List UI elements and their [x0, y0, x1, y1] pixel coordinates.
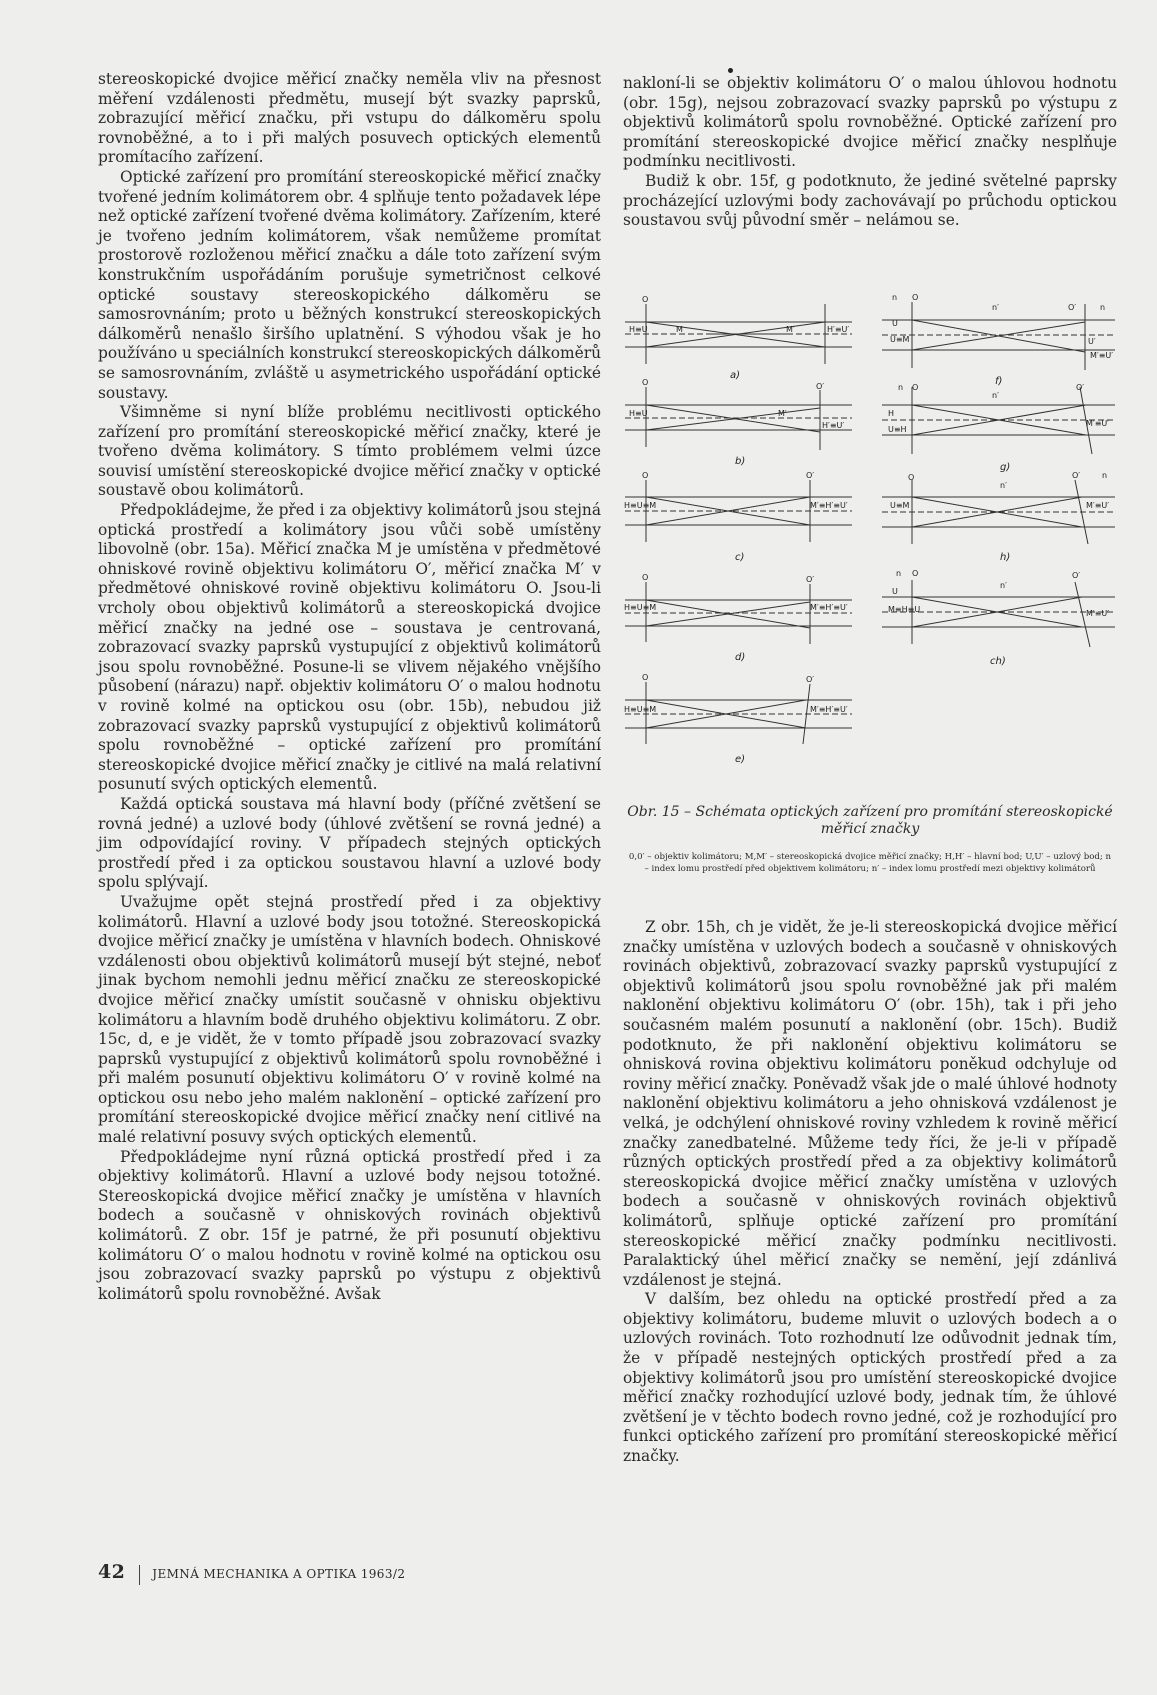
label-O-prime: O′ — [1072, 571, 1081, 580]
label-O: O — [642, 673, 649, 682]
left-column — [98, 70, 601, 1304]
label-O: O — [642, 295, 649, 304]
label-H-U-prime: H′≡U′ — [822, 421, 845, 430]
label-n-prime: n′ — [1000, 581, 1007, 590]
label-M-U-prime: M′≡U′ — [1086, 501, 1110, 510]
panel-label-c: c) — [735, 552, 745, 563]
label-M-H-U-prime: M′≡U′ — [1086, 419, 1110, 428]
panel-d-diagram — [625, 582, 852, 644]
label-H-U-M: H≡U≡M — [624, 603, 657, 612]
label-O-prime: O′ — [1076, 383, 1085, 392]
label-M-prime: M′ — [786, 325, 795, 334]
label-n: n — [896, 569, 902, 578]
label-M-H-U-prime: M′≡H′≡U′ — [810, 705, 848, 714]
right-column-bottom — [623, 918, 1117, 1467]
label-M-H-U: M≡H≡U — [888, 605, 921, 614]
label-O: O — [642, 471, 649, 480]
paragraph: nakloní-li se objektiv kolimátoru O′ o malou úhlovou hodnotu (obr. 15g), nejsou zobrazovací svazky paprsků po výstupu z objektivů kolimátorů spolu rovnoběžné. Optické zařízení pro promítání stereoskopické dvojice měřicí značky nesplňuje podmínku necitlivosti. — [623, 74, 1117, 171]
journal-name: JEMNÁ MECHANIKA A OPTIKA 1963/2 — [152, 1567, 406, 1581]
optical-schematics — [620, 292, 1118, 795]
figure-caption-legend: 0,0′ – objektiv kolimátoru; M,M′ – stereoskopická dvojice měřicí značky; H,H′ – hlavní bod; U,U′ – uzlový bod; n – index lomu prostředí před objektivem kolimátoru; n′ – index lomu prostředí mezi objektivy kolimátorů — [628, 852, 1112, 874]
label-U-H: U≡H — [888, 425, 907, 434]
label-O-prime: O′ — [816, 382, 825, 391]
label-O-prime: O′ — [806, 575, 815, 584]
paragraph: Každá optická soustava má hlavní body (příčné zvětšení se rovná jedné) a uzlové body (úhlové zvětšení se rovná jedné) a jim odpovídající roviny. V případech stejných optických prostředí před i za optickou soustavou hlavní a uzlové body spolu splývají. — [98, 794, 601, 892]
label-M-H-prime: M′≡U′ — [1090, 351, 1114, 360]
print-speck — [728, 68, 733, 73]
panel-label-a: a) — [730, 370, 741, 381]
label-H: H — [888, 409, 895, 418]
label-H-U: H≡U — [629, 325, 648, 334]
label-n: n — [1100, 303, 1106, 312]
paragraph: Z obr. 15h, ch je vidět, že je-li stereoskopická dvojice měřicí značky umístěna v uzlových bodech a současně v ohniskových rovinách objektivů, zobrazovací svazky paprsků vystupující z objektivů kolimátorů jsou spolu rovnoběžné jak při malém naklonění objektivu kolimátoru O′ (obr. 15h), tak i při jeho současném malém posunutí a naklonění (obr. 15ch). Budiž podotknuto, že při naklonění objektivu kolimátoru se ohnisková rovina objektivu kolimátoru poněkud odchyluje od roviny měřicí značky. Poněvadž však jde o malé úhlové hodnoty naklonění objektivu kolimátoru a jeho ohnisková vzdálenost je velká, je odchýlení ohniskové roviny vzhledem k rovině měřicí značky zanedbatelné. Můžeme tedy říci, že je-li v případě různých optických prostředí před a za objektivy kolimátorů stereoskopická dvojice měřicí značky umístěna v uzlových bodech a současně v ohniskových rovinách objektivů kolimátorů, splňuje optické zařízení pro promítání stereoskopické měřicí značky podmínku necitlivosti. Paralaktický úhel měřicí značky se nemění, její zdánlivá vzdálenost je stejná. — [623, 918, 1117, 1289]
label-O: O — [642, 378, 649, 387]
label-n: n — [1102, 471, 1108, 480]
paragraph: Uvažujme opět stejná prostředí před i za objektivy kolimátorů. Hlavní a uzlové body jsou totožné. Stereoskopická dvojice měřicí značky je umístěna v hlavních bodech. Ohniskové vzdálenosti obou objektivů kolimátorů musejí být stejné, neboť jinak bychom nemohli jednu měřicí značku ze stereoskopické dvojice měřicí značky umístit současně v ohnisku objektivu kolimátoru a hlavním bodě druhého objektivu kolimátoru. Z obr. 15c, d, e je vidět, že v tomto případě jsou zobrazovací svazky paprsků vystupující z objektivů kolimátorů spolu rovnoběžné i při malém posunutí objektivu kolimátoru O′ v rovině kolmé na optickou osu nebo jeho malém naklonění – optické zařízení pro promítání stereoskopické dvojice měřicí značky není citlivé na malé relativní posuvy svých optických elementů. — [98, 892, 601, 1147]
label-H-M: U≡M — [890, 335, 910, 344]
label-O: O — [912, 383, 919, 392]
label-n-prime: n′ — [1000, 481, 1007, 490]
label-O-prime: O′ — [1068, 303, 1077, 312]
label-O-prime: O′ — [806, 675, 815, 684]
label-M: M — [676, 325, 683, 334]
label-U: U — [892, 319, 898, 328]
label-O-prime: O′ — [1072, 471, 1081, 480]
footer-divider — [139, 1565, 140, 1585]
panel-label-e: e) — [735, 754, 746, 765]
paragraph: Předpokládejme nyní různá optická prostředí před i za objektivy kolimátorů. Hlavní a uzlové body nejsou totožné. Stereoskopická dvojice měřicí značky je umístěna v hlavních bodech a současně v ohniskových rovinách objektivů kolimátorů. Z obr. 15f je patrné, že při posunutí objektivu kolimátoru O′ o malou hodnotu v rovině kolmé na optickou osu jsou zobrazovací svazky paprsků po výstupu z objektivů kolimátorů spolu rovnoběžné. Avšak — [98, 1147, 601, 1303]
panel-f-diagram — [882, 302, 1115, 370]
paragraph: Optické zařízení pro promítání stereoskopické měřicí značky tvořené jedním kolimátorem obr. 4 splňuje tento požadavek lépe než optické zařízení tvořené dvěma kolimátory. Zařízením, které je tvořeno jedním kolimátorem, však nemůžeme promítat prostorově rozloženou měřicí značku a dále toto zařízení svým konstrukčním uspořádáním porušuje symetričnost celkové optické soustavy stereoskopického dálkoměru se samosrovnáním; proto u běžných konstrukcí stereoskopických dálkoměrů nenašlo širšího uplatnění. S výhodou však je ho používáno u speciálních konstrukcí stereoskopických dálkoměrů se samosrovnáním, zvláště u asymetrického uspořádání optické soustavy. — [98, 167, 601, 402]
label-H-U: H≡U — [629, 409, 648, 418]
paragraph: Budiž k obr. 15f, g podotknuto, že jediné světelné paprsky procházející uzlovými body zachovávají po průchodu optickou soustavou svůj původní směr – nelámou se. — [623, 171, 1117, 230]
label-U-M: U≡M — [890, 501, 910, 510]
label-M-H-U-prime: M′≡H′≡U′ — [810, 603, 848, 612]
label-n-prime: n′ — [992, 303, 999, 312]
label-O-prime: O′ — [806, 471, 815, 480]
panel-c-diagram — [625, 480, 852, 542]
label-M-H-U-prime: M′≡H′≡U′ — [810, 501, 848, 510]
label-O: O — [642, 573, 649, 582]
label-M-U-prime: M′≡U′ — [1086, 609, 1110, 618]
panel-label-g: g) — [1000, 462, 1011, 473]
panel-label-d: d) — [735, 652, 746, 663]
panel-label-b: b) — [735, 456, 746, 467]
label-n-prime: n′ — [992, 391, 999, 400]
label-H-U-M: H≡U≡M — [624, 705, 657, 714]
label-O: O — [912, 293, 919, 302]
page-number: 42 — [98, 1561, 126, 1583]
figure-15 — [620, 292, 1118, 795]
panel-a-diagram — [625, 304, 852, 364]
label-O: O — [912, 569, 919, 578]
label-O: O — [908, 473, 915, 482]
paragraph: Předpokládejme, že před i za objektivy kolimátorů jsou stejná optická prostředí a kolimátory jsou vůči sobě umístěny libovolně (obr. 15a). Měřicí značka M je umístěna v předmětové ohniskové rovině objektivu kolimátoru O′, měřicí značka M′ v předmětové ohniskové rovině objektivu kolimátoru O. Jsou-li vrcholy obou objektivů kolimátorů a stereoskopická dvojice měřicí značky na jedné ose – soustava je centrovaná, zobrazovací svazky paprsků vystupující z objektivů kolimátorů jsou spolu rovnoběžné. Posune-li se vlivem nějakého vnějšího působení (nárazu) např. objektiv kolimátoru O′ o malou hodnotu v rovině kolmé na optickou osu (obr. 15b), nebudou již zobrazovací svazky paprsků vystupující z objektivů kolimátorů spolu rovnoběžné – optické zařízení pro promítání stereoskopické dvojice měřicí značky je citlivé na malá relativní posunutí svých optických elementů. — [98, 501, 601, 794]
figure-caption-title: Obr. 15 – Schémata optických zařízení pro promítání stereoskopické měřicí značky — [627, 804, 1113, 837]
label-U-prime: U′ — [1088, 337, 1096, 346]
paragraph: V dalším, bez ohledu na optické prostředí před a za objektivy kolimátoru, budeme mluvit o uzlových bodech a o uzlových rovinách. Toto rozhodnutí lze odůvodnit jednak tím, že v případě nestejných optických prostředí před a za objektivy kolimátorů jsou pro umístění stereoskopické dvojice měřicí značky rozhodující uzlové body, jednak tím, že úhlové zvětšení je v těchto bodech rovno jedné, což je rozhodující pro funkci optického zařízení pro promítání stereoskopické měřicí značky. — [623, 1290, 1117, 1466]
label-H-U-M: H≡U≡M — [624, 501, 657, 510]
panel-label-ch: ch) — [990, 656, 1006, 667]
label-n: n — [892, 293, 898, 302]
panel-b-diagram — [625, 387, 852, 450]
paragraph: stereoskopické dvojice měřicí značky neměla vliv na přesnost měření vzdálenosti předmětu, musejí být svazky paprsků, zobrazující měřicí značku, při vstupu do dálkoměru spolu rovnoběžné, a to i při malých posuvech optických elementů promítacího zařízení. — [98, 70, 601, 167]
label-H-U-prime: H′≡U′ — [827, 325, 850, 334]
panel-label-h: h) — [1000, 552, 1011, 563]
panel-h-diagram — [882, 480, 1115, 544]
label-U: U — [892, 587, 898, 596]
right-column-top — [623, 74, 1117, 231]
paragraph: Všimněme si nyní blíže problému necitlivosti optického zařízení pro promítání stereoskopické měřicí značky, které je tvořeno dvěma kolimátory. S tímto problémem velmi úzce souvisí umístění stereoskopické dvojice měřicí značky v optické soustavě obou kolimátorů. — [98, 403, 601, 500]
page-footer — [98, 1562, 405, 1585]
panel-label-f: f) — [995, 376, 1003, 387]
label-M-prime: M′ — [778, 409, 787, 418]
label-n: n — [898, 383, 904, 392]
